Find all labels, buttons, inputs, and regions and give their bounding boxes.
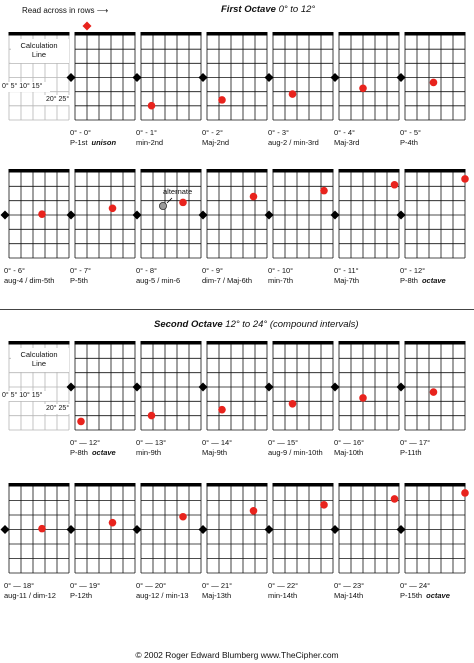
interval-label-p15 bbox=[400, 591, 450, 600]
fretboard-diagram-p12 bbox=[67, 483, 136, 573]
root-note-diamond bbox=[199, 525, 208, 534]
interval-note-dot bbox=[148, 412, 156, 420]
nut-bar bbox=[141, 169, 202, 173]
nut-bar bbox=[405, 169, 466, 173]
degrees-label-p11: 0° — 17° bbox=[400, 438, 431, 447]
interval-label-aug4 bbox=[4, 276, 54, 285]
root-note-diamond bbox=[265, 525, 274, 534]
degrees-label-aug12: 0° — 20° bbox=[136, 581, 167, 590]
nut-bar bbox=[75, 169, 136, 173]
degrees-label-aug4: 0° - 6° bbox=[4, 266, 26, 275]
interval-name: aug-12 / min-13 bbox=[136, 591, 189, 600]
root-note-diamond bbox=[265, 211, 274, 220]
root-note-diamond bbox=[331, 73, 340, 82]
fretboard-diagram-p4 bbox=[397, 32, 466, 120]
calc-scale-row1: 0° 5° 10° 15° bbox=[2, 83, 43, 90]
fretboard-diagram-M3 bbox=[331, 32, 400, 120]
interval-note-dot bbox=[109, 519, 117, 527]
interval-name: P-1st bbox=[70, 138, 88, 147]
interval-label-M3 bbox=[334, 138, 359, 147]
calculation-title bbox=[9, 350, 69, 368]
nut-bar bbox=[339, 169, 400, 173]
nut-bar bbox=[9, 483, 70, 487]
interval-name: Maj-13th bbox=[202, 591, 232, 600]
nut-bar bbox=[339, 483, 400, 487]
interval-note-dot bbox=[320, 187, 328, 195]
degrees-label-M3: 0° - 4° bbox=[334, 128, 356, 137]
alternate-note-dot bbox=[159, 202, 166, 209]
root-note-diamond bbox=[67, 383, 76, 392]
root-note-diamond bbox=[133, 383, 142, 392]
nut-bar bbox=[75, 341, 136, 345]
interval-label-aug9 bbox=[268, 448, 323, 457]
fretboard-diagram-aug5 bbox=[133, 169, 202, 258]
root-note-diamond bbox=[397, 383, 406, 392]
interval-name: dim-7 / Maj-6th bbox=[202, 276, 253, 285]
degrees-label-aug9: 0° — 15° bbox=[268, 438, 299, 447]
degrees-label-m14: 0° — 22° bbox=[268, 581, 299, 590]
nut-bar bbox=[339, 341, 400, 345]
interval-extra: octave bbox=[426, 591, 450, 600]
interval-extra: octave bbox=[421, 276, 446, 285]
interval-label-dim7 bbox=[202, 276, 252, 285]
fretboard-diagram-m9 bbox=[133, 341, 202, 430]
nut-bar bbox=[273, 32, 334, 36]
interval-note-dot bbox=[289, 90, 297, 98]
interval-extra: unison bbox=[91, 138, 117, 147]
nut-bar bbox=[9, 341, 70, 345]
degrees-label-dim7: 0° - 9° bbox=[202, 266, 224, 275]
nut-bar bbox=[339, 32, 400, 36]
interval-name: Maj-7th bbox=[334, 276, 360, 285]
interval-extra: octave bbox=[91, 448, 116, 457]
calc-title-line2: Line bbox=[31, 50, 47, 59]
first-octave-header bbox=[221, 5, 315, 15]
root-note-diamond bbox=[331, 383, 340, 392]
nut-bar bbox=[273, 341, 334, 345]
nut-bar bbox=[405, 341, 466, 345]
interval-name: aug-4 / dim-5th bbox=[4, 276, 55, 285]
degrees-label-p4: 0° - 5° bbox=[400, 128, 422, 137]
root-note-diamond bbox=[199, 211, 208, 220]
nut-bar bbox=[75, 32, 136, 36]
root-note-diamond bbox=[397, 525, 406, 534]
degrees-label-aug2: 0° - 3° bbox=[268, 128, 290, 137]
interval-label-p1 bbox=[70, 138, 116, 147]
fretboard-diagram-p8 bbox=[397, 169, 469, 258]
root-note-diamond bbox=[67, 73, 76, 82]
interval-note-dot bbox=[320, 501, 328, 509]
interval-label-aug12 bbox=[136, 591, 189, 600]
degrees-label-p1: 0° - 0° bbox=[70, 128, 92, 137]
interval-name: P-12th bbox=[70, 591, 93, 600]
degrees-label-M9: 0° — 14° bbox=[202, 438, 233, 447]
fretboard-diagram-aug12 bbox=[133, 483, 202, 573]
interval-label-p4 bbox=[400, 138, 418, 147]
fretboard-diagram-aug4 bbox=[1, 169, 70, 258]
interval-label-M10 bbox=[334, 448, 363, 457]
fretboard-diagram-m14 bbox=[265, 483, 334, 573]
interval-note-dot bbox=[109, 204, 117, 212]
fretboard-diagram-M10 bbox=[331, 341, 400, 430]
degrees-label-M14: 0° — 23° bbox=[334, 581, 365, 590]
calc-title-line1: Calculation bbox=[20, 350, 58, 359]
calc-title-line2: Line bbox=[31, 359, 47, 368]
root-note-diamond bbox=[133, 525, 142, 534]
interval-note-dot bbox=[38, 525, 46, 533]
fretboard-diagram-p11 bbox=[397, 341, 466, 430]
interval-label-p11 bbox=[400, 448, 422, 457]
interval-label-m14 bbox=[268, 591, 297, 600]
footer-credit: © 2002 Roger Edward Blumberg www.TheCipher.com bbox=[135, 650, 339, 660]
nut-bar bbox=[75, 483, 136, 487]
interval-name: Maj-14th bbox=[334, 591, 364, 600]
interval-name: P-8th bbox=[70, 448, 88, 457]
interval-note-dot bbox=[461, 489, 469, 497]
read-across-note bbox=[22, 7, 108, 15]
degrees-label-p5: 0° - 7° bbox=[70, 266, 92, 275]
interval-name: min-7th bbox=[268, 276, 294, 285]
interval-note-dot bbox=[218, 96, 226, 104]
fretboard-diagram-m7 bbox=[265, 169, 334, 258]
nut-bar bbox=[9, 32, 70, 36]
nut-bar bbox=[207, 483, 268, 487]
calc-title-line1: Calculation bbox=[20, 41, 58, 50]
interval-label-p12 bbox=[70, 591, 92, 600]
interval-note-dot bbox=[289, 400, 297, 408]
second-octave-header bbox=[154, 320, 359, 330]
alternate-label: alternate bbox=[163, 187, 193, 196]
interval-note-dot bbox=[461, 175, 469, 183]
root-note-diamond bbox=[1, 525, 10, 534]
root-note-diamond bbox=[199, 383, 208, 392]
interval-name: min-9th bbox=[136, 448, 162, 457]
interval-label-p8b bbox=[70, 448, 116, 457]
root-note-diamond bbox=[331, 211, 340, 220]
interval-note-dot bbox=[359, 84, 367, 92]
interval-name: Maj-10th bbox=[334, 448, 364, 457]
fretboard-diagram-m2 bbox=[133, 32, 202, 120]
nut-bar bbox=[273, 483, 334, 487]
interval-name: min-2nd bbox=[136, 138, 164, 147]
root-note-diamond bbox=[331, 525, 340, 534]
interval-name: P-15th bbox=[400, 591, 423, 600]
arrow-right-icon: ⟶ bbox=[96, 6, 109, 15]
interval-name: aug-2 / min-3rd bbox=[268, 138, 319, 147]
root-note-diamond bbox=[133, 211, 142, 220]
interval-note-dot bbox=[250, 507, 258, 515]
interval-label-M9 bbox=[202, 448, 227, 457]
interval-note-dot bbox=[391, 181, 399, 189]
degrees-label-M7: 0° - 11° bbox=[334, 266, 359, 275]
fretboard-diagram-p5 bbox=[67, 169, 136, 258]
root-note-diamond bbox=[199, 73, 208, 82]
interval-label-p8 bbox=[400, 276, 446, 285]
calc-scale-row1: 0° 5° 10° 15° bbox=[2, 392, 43, 399]
fretboard-diagram-aug11 bbox=[1, 483, 70, 573]
interval-label-M2 bbox=[202, 138, 229, 147]
fretboard-diagram-p1 bbox=[67, 22, 136, 121]
degrees-label-p8: 0° - 12° bbox=[400, 266, 426, 275]
degrees-label-m2: 0° - 1° bbox=[136, 128, 158, 137]
root-note-diamond bbox=[265, 383, 274, 392]
fretboard-diagram-p8b bbox=[67, 341, 136, 430]
degrees-label-aug11: 0° — 18° bbox=[4, 581, 35, 590]
nut-bar bbox=[405, 32, 466, 36]
interval-note-dot bbox=[218, 406, 226, 414]
fretboard-diagram-M9 bbox=[199, 341, 268, 430]
interval-note-dot bbox=[148, 102, 156, 110]
calc-scale-row2: 20° 25° bbox=[46, 405, 70, 412]
interval-note-dot bbox=[250, 193, 258, 201]
interval-note-dot bbox=[359, 394, 367, 402]
interval-name: aug-9 / min-10th bbox=[268, 448, 323, 457]
degrees-label-M13: 0° — 21° bbox=[202, 581, 233, 590]
nut-bar bbox=[273, 169, 334, 173]
interval-name: Maj-3rd bbox=[334, 138, 360, 147]
degrees-label-aug5: 0° - 8° bbox=[136, 266, 158, 275]
nut-bar bbox=[141, 341, 202, 345]
second-octave-range: 12° to 24° (compound intervals) bbox=[225, 319, 359, 330]
root-note-diamond bbox=[397, 73, 406, 82]
nut-bar bbox=[141, 483, 202, 487]
root-note-diamond bbox=[67, 525, 76, 534]
section-divider bbox=[0, 309, 474, 310]
root-note-diamond bbox=[67, 211, 76, 220]
interval-name: P-5th bbox=[70, 276, 88, 285]
interval-label-m7 bbox=[268, 276, 293, 285]
interval-label-p5 bbox=[70, 276, 88, 285]
degrees-label-m7: 0° - 10° bbox=[268, 266, 294, 275]
nut-bar bbox=[207, 169, 268, 173]
root-note-diamond bbox=[133, 73, 142, 82]
fretboard-diagram-M2 bbox=[199, 32, 268, 120]
interval-note-dot bbox=[77, 418, 85, 426]
first-octave-title: First Octave bbox=[221, 4, 276, 15]
nut-bar bbox=[141, 32, 202, 36]
interval-name: min-14th bbox=[268, 591, 298, 600]
calc-scale-row2: 20° 25° bbox=[46, 96, 70, 103]
interval-label-aug5 bbox=[136, 276, 180, 285]
nut-bar bbox=[9, 169, 70, 173]
calculation-title bbox=[9, 41, 69, 59]
fretboard-diagram-aug2 bbox=[265, 32, 334, 120]
interval-note-dot bbox=[430, 388, 438, 396]
root-note-diamond bbox=[397, 211, 406, 220]
interval-label-M14 bbox=[334, 591, 363, 600]
interval-name: Maj-2nd bbox=[202, 138, 230, 147]
interval-note-dot bbox=[179, 513, 187, 521]
interval-name: P-8th bbox=[400, 276, 418, 285]
interval-label-aug11 bbox=[4, 591, 56, 600]
interval-name: P-11th bbox=[400, 448, 422, 457]
fretboard-diagram-aug9 bbox=[265, 341, 334, 430]
interval-note-dot bbox=[430, 79, 438, 87]
root-note-diamond bbox=[1, 211, 10, 220]
interval-name: aug-5 / min-6 bbox=[136, 276, 181, 285]
interval-label-M13 bbox=[202, 591, 231, 600]
interval-label-m9 bbox=[136, 448, 161, 457]
unison-note-diamond bbox=[83, 22, 92, 31]
interval-label-m2 bbox=[136, 138, 163, 147]
interval-label-aug2 bbox=[268, 138, 319, 147]
degrees-label-p15: 0° — 24° bbox=[400, 581, 431, 590]
fretboard-diagram-M13 bbox=[199, 483, 268, 573]
interval-note-dot bbox=[391, 495, 399, 503]
root-note-diamond bbox=[265, 73, 274, 82]
fretboard-diagram-dim7 bbox=[199, 169, 268, 258]
interval-label-M7 bbox=[334, 276, 359, 285]
interval-note-dot bbox=[179, 199, 187, 207]
interval-note-dot bbox=[38, 210, 46, 218]
interval-name: aug-11 / dim-12 bbox=[4, 591, 56, 600]
degrees-label-p8b: 0° — 12° bbox=[70, 438, 101, 447]
nut-bar bbox=[207, 32, 268, 36]
degrees-label-M10: 0° — 16° bbox=[334, 438, 365, 447]
read-across-text: Read across in rows bbox=[22, 6, 95, 15]
interval-name: Maj-9th bbox=[202, 448, 228, 457]
interval-name: P-4th bbox=[400, 138, 418, 147]
nut-bar bbox=[405, 483, 466, 487]
degrees-label-m9: 0° — 13° bbox=[136, 438, 167, 447]
degrees-label-M2: 0° - 2° bbox=[202, 128, 224, 137]
fretboard-diagram-p15 bbox=[397, 483, 469, 573]
degrees-label-p12: 0° — 19° bbox=[70, 581, 101, 590]
fretboard-diagram-M7 bbox=[331, 169, 400, 258]
fretboard-diagram-M14 bbox=[331, 483, 400, 573]
second-octave-title: Second Octave bbox=[154, 319, 223, 330]
nut-bar bbox=[207, 341, 268, 345]
first-octave-range: 0° to 12° bbox=[278, 4, 316, 15]
